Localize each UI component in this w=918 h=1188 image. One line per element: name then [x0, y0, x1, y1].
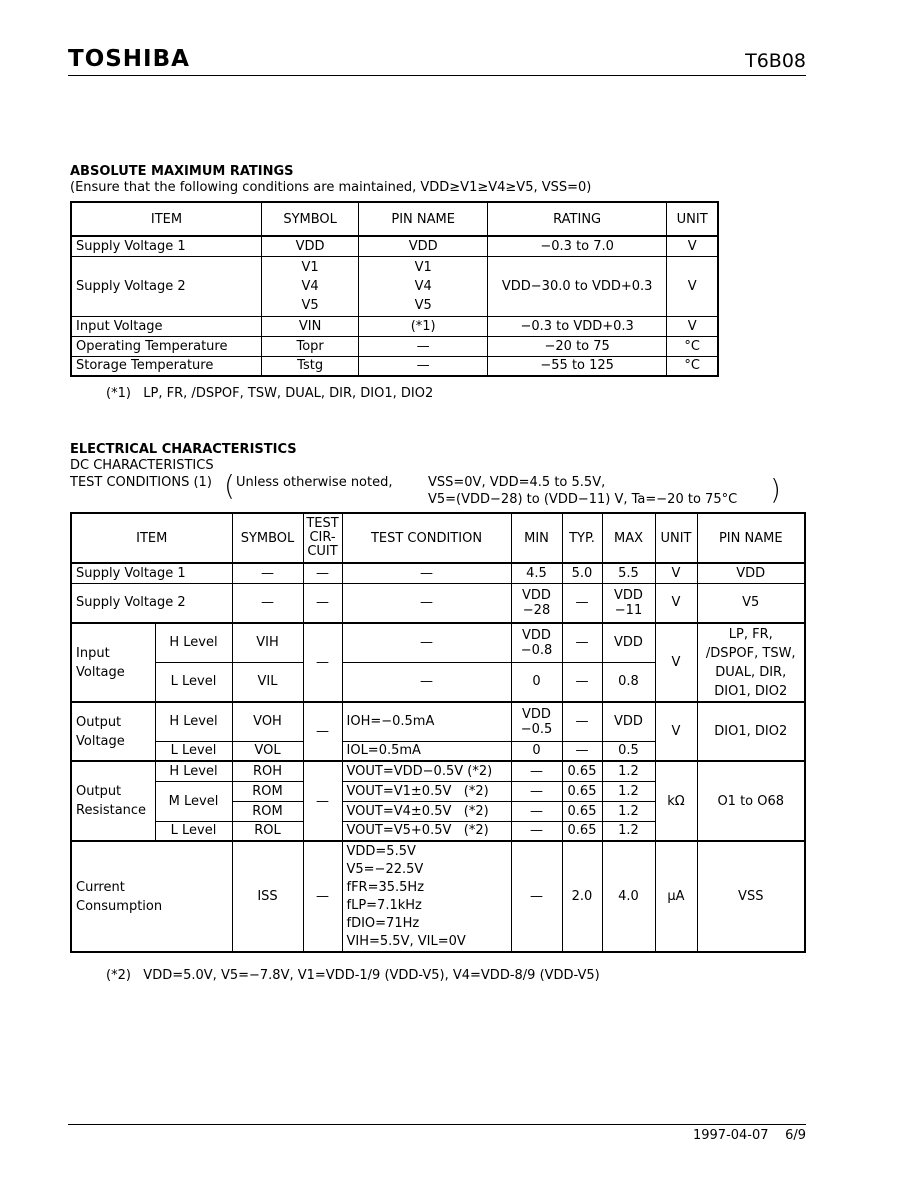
- amr-item: Operating Temperature: [71, 336, 261, 356]
- ec-tc-line2: V5=(VDD−28) to (VDD−11) V, Ta=−20 to 75°C: [428, 492, 738, 507]
- table-row: [71, 702, 805, 741]
- ec-item: Supply Voltage 1: [71, 563, 232, 583]
- ec-max: VDD: [602, 623, 655, 662]
- ec-test-conditions-label: TEST CONDITIONS (1): [70, 475, 212, 490]
- ec-pin: DIO1, DIO2: [697, 702, 805, 761]
- amr-symbol: Tstg: [261, 356, 358, 376]
- ec-unit: μA: [655, 841, 697, 952]
- ec-header-max: MAX: [602, 513, 655, 563]
- ec-unit: V: [655, 623, 697, 702]
- amr-pin: V1 V4 V5: [359, 256, 488, 316]
- ec-symbol: ROH: [232, 761, 303, 781]
- ec-level: M Level: [155, 781, 232, 821]
- amr-unit: °C: [667, 336, 718, 356]
- ec-typ: 0.65: [562, 781, 602, 801]
- ec-item: Output Resistance: [71, 761, 155, 841]
- ec-max: 1.2: [602, 761, 655, 781]
- ec-cond: IOH=−0.5mA: [342, 702, 511, 741]
- amr-unit: V: [667, 256, 718, 316]
- footer-rule: [68, 1124, 806, 1125]
- ec-symbol: VIH: [232, 623, 303, 662]
- ec-cond: VOUT=V5+0.5V (*2): [342, 821, 511, 841]
- ec-max: 5.5: [602, 563, 655, 583]
- ec-min: —: [511, 761, 562, 781]
- ec-header-typ: TYP.: [562, 513, 602, 563]
- ec-typ: 2.0: [562, 841, 602, 952]
- ec-tc: —: [303, 761, 342, 841]
- model-number: T6B08: [745, 50, 806, 72]
- ec-typ: —: [562, 741, 602, 761]
- ec-max: 0.5: [602, 741, 655, 761]
- amr-symbol: Topr: [261, 336, 358, 356]
- table-row: [71, 583, 805, 623]
- ec-cond: —: [342, 623, 511, 662]
- amr-unit: °C: [667, 356, 718, 376]
- amr-note: (*1) LP, FR, /DSPOF, TSW, DUAL, DIR, DIO1, DIO2: [106, 386, 434, 401]
- table-row: [71, 841, 805, 952]
- ec-unit: V: [655, 583, 697, 623]
- ec-tc: —: [303, 623, 342, 702]
- ec-tc: —: [303, 563, 342, 583]
- close-paren: ): [770, 473, 781, 506]
- ec-cond: —: [342, 662, 511, 702]
- ec-cond: VOUT=VDD−0.5V (*2): [342, 761, 511, 781]
- amr-unit: V: [667, 236, 718, 256]
- table-row: [71, 761, 805, 781]
- ec-subtitle: DC CHARACTERISTICS: [70, 458, 214, 473]
- ec-typ: 0.65: [562, 761, 602, 781]
- ec-pin: VDD: [697, 563, 805, 583]
- footer-page: 6/9: [785, 1128, 806, 1143]
- ec-note: (*2) VDD=5.0V, V5=−7.8V, V1=VDD-1/9 (VDD-V5), V4=VDD-8/9 (VDD-V5): [106, 968, 600, 983]
- ec-item: Current Consumption: [71, 841, 232, 952]
- ec-level: H Level: [155, 761, 232, 781]
- ec-level: L Level: [155, 662, 232, 702]
- amr-title: ABSOLUTE MAXIMUM RATINGS: [70, 164, 294, 179]
- amr-rating: VDD−30.0 to VDD+0.3: [488, 256, 667, 316]
- amr-item: Storage Temperature: [71, 356, 261, 376]
- ec-typ: 5.0: [562, 563, 602, 583]
- ec-tc-unless: Unless otherwise noted,: [236, 475, 393, 490]
- ec-cond: —: [342, 563, 511, 583]
- amr-symbol: VIN: [261, 316, 358, 336]
- ec-max: 4.0: [602, 841, 655, 952]
- ec-cond: IOL=0.5mA: [342, 741, 511, 761]
- amr-rating: −0.3 to 7.0: [488, 236, 667, 256]
- amr-item: Supply Voltage 2: [71, 256, 261, 316]
- ec-symbol: ROM: [232, 781, 303, 801]
- ec-max: VDD: [602, 702, 655, 741]
- amr-pin: (*1): [359, 316, 488, 336]
- ec-symbol: ROL: [232, 821, 303, 841]
- table-row: [71, 563, 805, 583]
- table-row: [71, 623, 805, 662]
- ec-min: 0: [511, 662, 562, 702]
- ec-symbol: —: [232, 583, 303, 623]
- ec-item: Output Voltage: [71, 702, 155, 761]
- amr-header-unit: UNIT: [667, 202, 718, 236]
- ec-header-pin: PIN NAME: [697, 513, 805, 563]
- ec-header-item: ITEM: [71, 513, 232, 563]
- ec-table: [70, 512, 806, 953]
- table-row: [71, 256, 718, 316]
- ec-tc: —: [303, 583, 342, 623]
- table-row: [71, 356, 718, 376]
- amr-pin: VDD: [359, 236, 488, 256]
- ec-header-symbol: SYMBOL: [232, 513, 303, 563]
- amr-subtitle: (Ensure that the following conditions are maintained, VDD≥V1≥V4≥V5, VSS=0): [70, 180, 592, 195]
- amr-rating: −55 to 125: [488, 356, 667, 376]
- ec-symbol: VIL: [232, 662, 303, 702]
- ec-symbol: ISS: [232, 841, 303, 952]
- ec-cond: VOUT=V1±0.5V (*2): [342, 781, 511, 801]
- amr-pin: —: [359, 336, 488, 356]
- ec-min: —: [511, 821, 562, 841]
- ec-min: VDD −0.8: [511, 623, 562, 662]
- ec-symbol: VOH: [232, 702, 303, 741]
- ec-min: 0: [511, 741, 562, 761]
- amr-header-symbol: SYMBOL: [261, 202, 358, 236]
- ec-item: Supply Voltage 2: [71, 583, 232, 623]
- ec-pin: O1 to O68: [697, 761, 805, 841]
- amr-unit: V: [667, 316, 718, 336]
- ec-unit: V: [655, 563, 697, 583]
- ec-max: 0.8: [602, 662, 655, 702]
- amr-header-item: ITEM: [71, 202, 261, 236]
- ec-level: L Level: [155, 741, 232, 761]
- open-paren: (: [224, 469, 235, 502]
- ec-tc-line1: VSS=0V, VDD=4.5 to 5.5V,: [428, 475, 606, 490]
- table-row: [71, 236, 718, 256]
- ec-typ: —: [562, 662, 602, 702]
- amr-symbol: VDD: [261, 236, 358, 256]
- ec-header-test-circuit: TEST CIR- CUIT: [303, 513, 342, 563]
- ec-header-min: MIN: [511, 513, 562, 563]
- ec-pin: LP, FR, /DSPOF, TSW, DUAL, DIR, DIO1, DIO2: [697, 623, 805, 702]
- amr-item: Supply Voltage 1: [71, 236, 261, 256]
- ec-min: 4.5: [511, 563, 562, 583]
- ec-level: H Level: [155, 623, 232, 662]
- ec-pin: V5: [697, 583, 805, 623]
- ec-symbol: VOL: [232, 741, 303, 761]
- ec-pin: VSS: [697, 841, 805, 952]
- amr-header-rating: RATING: [488, 202, 667, 236]
- amr-pin: —: [359, 356, 488, 376]
- amr-table: [70, 201, 719, 377]
- ec-min: VDD −28: [511, 583, 562, 623]
- ec-symbol: —: [232, 563, 303, 583]
- ec-level: H Level: [155, 702, 232, 741]
- footer: [693, 1128, 806, 1143]
- ec-cond: VOUT=V4±0.5V (*2): [342, 801, 511, 821]
- ec-max: 1.2: [602, 801, 655, 821]
- ec-min: —: [511, 841, 562, 952]
- footer-date: 1997-04-07: [692, 1128, 769, 1143]
- amr-rating: −0.3 to VDD+0.3: [488, 316, 667, 336]
- ec-header-unit: UNIT: [655, 513, 697, 563]
- table-row: [71, 316, 718, 336]
- ec-tc: —: [303, 702, 342, 761]
- ec-title: ELECTRICAL CHARACTERISTICS: [70, 442, 297, 457]
- ec-max: VDD −11: [602, 583, 655, 623]
- ec-min: —: [511, 801, 562, 821]
- ec-tc: —: [303, 841, 342, 952]
- ec-typ: —: [562, 623, 602, 662]
- ec-min: VDD −0.5: [511, 702, 562, 741]
- ec-cond: —: [342, 583, 511, 623]
- ec-typ: 0.65: [562, 801, 602, 821]
- amr-symbol: V1 V4 V5: [261, 256, 358, 316]
- ec-typ: —: [562, 583, 602, 623]
- table-row: [71, 336, 718, 356]
- ec-max: 1.2: [602, 781, 655, 801]
- ec-unit: kΩ: [655, 761, 697, 841]
- ec-level: L Level: [155, 821, 232, 841]
- ec-unit: V: [655, 702, 697, 761]
- ec-min: —: [511, 781, 562, 801]
- ec-cond: VDD=5.5V V5=−22.5V fFR=35.5Hz fLP=7.1kHz fDIO=71Hz VIH=5.5V, VIL=0V: [342, 841, 511, 952]
- ec-item: Input Voltage: [71, 623, 155, 702]
- ec-header-test-condition: TEST CONDITION: [342, 513, 511, 563]
- amr-item: Input Voltage: [71, 316, 261, 336]
- ec-max: 1.2: [602, 821, 655, 841]
- ec-typ: 0.65: [562, 821, 602, 841]
- amr-header-pin: PIN NAME: [359, 202, 488, 236]
- brand-logo: TOSHIBA: [68, 46, 190, 72]
- header-rule: [68, 75, 806, 76]
- ec-symbol: ROM: [232, 801, 303, 821]
- amr-rating: −20 to 75: [488, 336, 667, 356]
- ec-typ: —: [562, 702, 602, 741]
